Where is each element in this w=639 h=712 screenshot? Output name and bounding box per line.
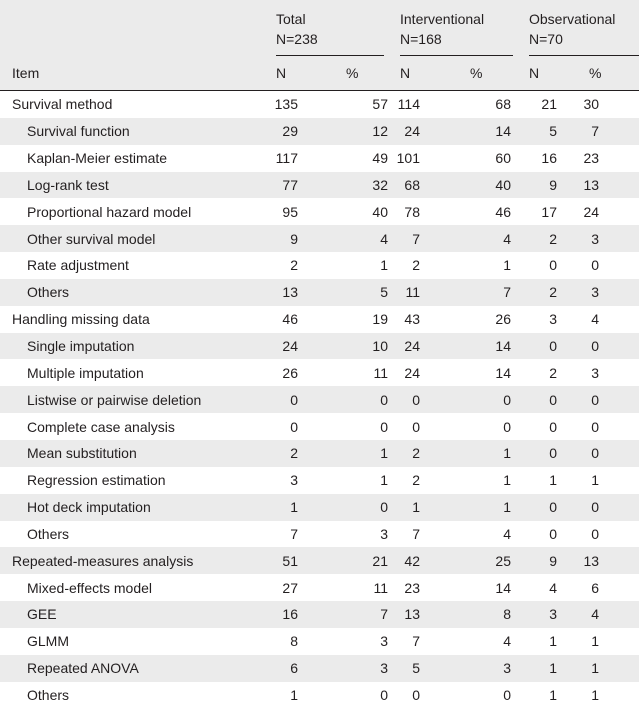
percent-cell: 6 [591,579,600,596]
count-cell: 1 [290,499,298,516]
count-cell: 0 [549,418,557,435]
count-cell: 95 [282,203,298,220]
table-row [0,655,639,682]
count-cell: 46 [282,311,298,328]
item-column-header: Item [12,65,40,81]
sub-item-label: Complete case analysis [27,418,175,435]
table-row [0,91,639,118]
table-row [0,521,639,548]
count-cell: 8 [290,633,298,650]
count-cell: 2 [549,230,557,247]
percent-cell: 49 [372,150,388,167]
sub-item-label: GEE [27,606,57,623]
percent-cell: 24 [583,203,600,220]
count-cell: 78 [404,203,420,220]
count-cell: 26 [282,364,298,381]
sub-item-label: Regression estimation [27,472,166,489]
percent-cell: 7 [591,123,600,140]
sub-item-label: Proportional hazard model [27,203,192,220]
percent-cell: 0 [591,499,600,516]
percent-cell: 0 [591,257,600,274]
percent-column-header: % [589,65,602,81]
percent-cell: 7 [503,284,511,301]
count-cell: 29 [282,123,298,140]
percent-cell: 12 [372,123,388,140]
sub-item-label: Survival function [27,123,130,140]
sub-item-label: Rate adjustment [27,257,129,274]
percent-cell: 3 [591,230,600,247]
count-cell: 51 [282,552,298,569]
count-cell: 2 [412,445,420,462]
percent-cell: 0 [380,391,388,408]
count-cell: 43 [404,311,420,328]
count-cell: 42 [404,552,420,569]
count-cell: 1 [549,686,557,703]
count-cell: 0 [290,418,298,435]
percent-cell: 0 [503,391,511,408]
percent-cell: 4 [503,633,511,650]
table-row [0,198,639,225]
count-cell: 17 [541,203,557,220]
count-cell: 27 [282,579,298,596]
table-row [0,252,639,279]
count-cell: 0 [412,686,420,703]
count-cell: 24 [404,123,420,140]
count-cell: 4 [549,579,557,596]
percent-cell: 60 [495,150,511,167]
table-row [0,547,639,574]
count-cell: 13 [282,284,298,301]
percent-cell: 11 [373,364,388,381]
count-cell: 1 [549,633,557,650]
percent-cell: 19 [372,311,388,328]
percent-cell: 0 [591,338,600,355]
percent-cell: 32 [372,176,388,193]
table-row [0,601,639,628]
count-cell: 24 [404,338,420,355]
group-underline [276,55,384,56]
table-body [0,91,639,709]
count-cell: 21 [541,96,557,113]
group-header-observational [523,0,639,56]
category-label: Survival method [12,96,113,113]
count-cell: 0 [549,445,557,462]
table-row [0,225,639,252]
count-cell: 1 [549,660,557,677]
count-cell: 3 [290,472,298,489]
count-cell: 7 [412,230,420,247]
table-row [0,279,639,306]
percent-cell: 1 [591,660,600,677]
percent-cell: 3 [591,284,600,301]
table-row [0,359,639,386]
percent-cell: 3 [591,364,600,381]
percent-cell: 3 [380,525,388,542]
category-label: Handling missing data [12,311,150,328]
group-title: Interventional [400,11,485,27]
group-header-total [270,0,394,56]
sub-item-label: Others [27,284,70,301]
count-cell: 6 [290,660,298,677]
percent-cell: 7 [380,606,388,623]
table-row [0,172,639,199]
table-row [0,682,639,709]
percent-cell: 1 [380,472,388,489]
percent-cell: 30 [583,96,600,113]
table-row [0,145,639,172]
percent-cell: 3 [380,633,388,650]
percent-cell: 4 [503,525,511,542]
percent-cell: 1 [591,472,600,489]
group-underline [529,55,639,56]
count-cell: 0 [549,338,557,355]
percent-cell: 14 [495,364,511,381]
percent-cell: 4 [380,230,388,247]
percent-cell: 4 [503,230,511,247]
table-row [0,440,639,467]
group-count: N=238 [276,31,318,47]
percent-cell: 40 [372,203,388,220]
percent-cell: 4 [591,311,600,328]
count-cell: 1 [549,472,557,489]
percent-cell: 14 [495,338,511,355]
sub-item-label: Listwise or pairwise deletion [27,391,202,408]
count-cell: 3 [549,606,557,623]
count-cell: 2 [290,257,298,274]
n-column-header: N [276,65,287,81]
sub-item-label: Other survival model [27,230,156,247]
table-header [0,0,639,91]
percent-cell: 40 [495,176,511,193]
count-cell: 2 [549,364,557,381]
sub-item-label: Multiple imputation [27,364,144,381]
sub-item-label: Mean substitution [27,445,137,462]
percent-cell: 1 [503,499,511,516]
percent-cell: 11 [373,579,388,596]
percent-column-header: % [470,65,483,81]
table-row [0,467,639,494]
sub-item-label: Log-rank test [27,176,109,193]
count-cell: 16 [282,606,298,623]
percent-cell: 1 [591,686,600,703]
count-cell: 1 [290,686,298,703]
group-title: Total [276,11,306,27]
count-cell: 101 [396,150,420,167]
group-title: Observational [529,11,616,27]
percent-column-header: % [346,65,359,81]
percent-cell: 1 [503,445,511,462]
group-count: N=168 [400,31,442,47]
sub-item-label: Mixed-effects model [27,579,153,596]
percent-cell: 4 [591,606,600,623]
count-cell: 2 [290,445,298,462]
count-cell: 3 [549,311,557,328]
count-cell: 9 [549,176,557,193]
count-cell: 24 [404,364,420,381]
percent-cell: 1 [503,257,511,274]
count-cell: 2 [412,472,420,489]
count-cell: 117 [275,150,298,167]
count-cell: 68 [404,176,420,193]
percent-cell: 13 [583,176,600,193]
percent-cell: 57 [372,96,388,113]
percent-cell: 14 [495,123,511,140]
percent-cell: 5 [380,284,388,301]
table-row [0,118,639,145]
percent-cell: 1 [380,445,388,462]
count-cell: 0 [549,525,557,542]
table-row [0,333,639,360]
percent-cell: 0 [503,686,511,703]
count-cell: 9 [290,230,298,247]
percent-cell: 46 [495,203,511,220]
percent-cell: 1 [591,633,600,650]
count-cell: 7 [412,525,420,542]
count-cell: 5 [412,660,420,677]
percent-cell: 0 [591,445,600,462]
count-cell: 13 [404,606,420,623]
percent-cell: 23 [583,150,600,167]
percent-cell: 3 [503,660,511,677]
count-cell: 9 [549,552,557,569]
percent-cell: 0 [591,418,600,435]
count-cell: 0 [549,391,557,408]
count-cell: 0 [412,418,420,435]
group-header-interventional [394,0,523,56]
count-cell: 1 [412,499,420,516]
table-row [0,413,639,440]
percent-cell: 0 [591,391,600,408]
percent-cell: 0 [503,418,511,435]
table-row [0,574,639,601]
n-column-header: N [400,65,411,81]
count-cell: 11 [405,284,420,301]
percent-cell: 8 [503,606,511,623]
count-cell: 7 [290,525,298,542]
sub-item-label: Single imputation [27,338,135,355]
count-cell: 5 [549,123,557,140]
sub-item-label: Hot deck imputation [27,499,151,516]
table-row [0,494,639,521]
table-row [0,628,639,655]
percent-cell: 0 [380,686,388,703]
percent-cell: 21 [372,552,388,569]
count-cell: 135 [274,96,298,113]
count-cell: 2 [412,257,420,274]
sub-item-label: GLMM [27,633,69,650]
n-column-header: N [529,65,540,81]
count-cell: 7 [412,633,420,650]
percent-cell: 1 [503,472,511,489]
sub-item-label: Others [27,686,70,703]
count-cell: 16 [541,150,557,167]
percent-cell: 10 [372,338,388,355]
percent-cell: 68 [495,96,511,113]
group-underline [400,55,513,56]
sub-item-label: Kaplan-Meier estimate [27,150,168,167]
sub-item-label: Others [27,525,70,542]
category-label: Repeated-measures analysis [12,552,194,569]
count-cell: 0 [412,391,420,408]
percent-cell: 3 [380,660,388,677]
percent-cell: 0 [380,418,388,435]
count-cell: 77 [282,176,298,193]
table-row [0,386,639,413]
header-spacer [0,0,270,56]
percent-cell: 26 [495,311,511,328]
count-cell: 23 [404,579,420,596]
group-count: N=70 [529,31,563,47]
count-cell: 0 [549,257,557,274]
percent-cell: 13 [583,552,600,569]
percent-cell: 14 [495,579,511,596]
percent-cell: 25 [495,552,511,569]
percent-cell: 1 [380,257,388,274]
count-cell: 114 [397,96,420,113]
count-cell: 0 [290,391,298,408]
count-cell: 2 [549,284,557,301]
count-cell: 24 [282,338,298,355]
sub-item-label: Repeated ANOVA [27,660,139,677]
percent-cell: 0 [380,499,388,516]
count-cell: 0 [549,499,557,516]
percent-cell: 0 [591,525,600,542]
table-row [0,306,639,333]
